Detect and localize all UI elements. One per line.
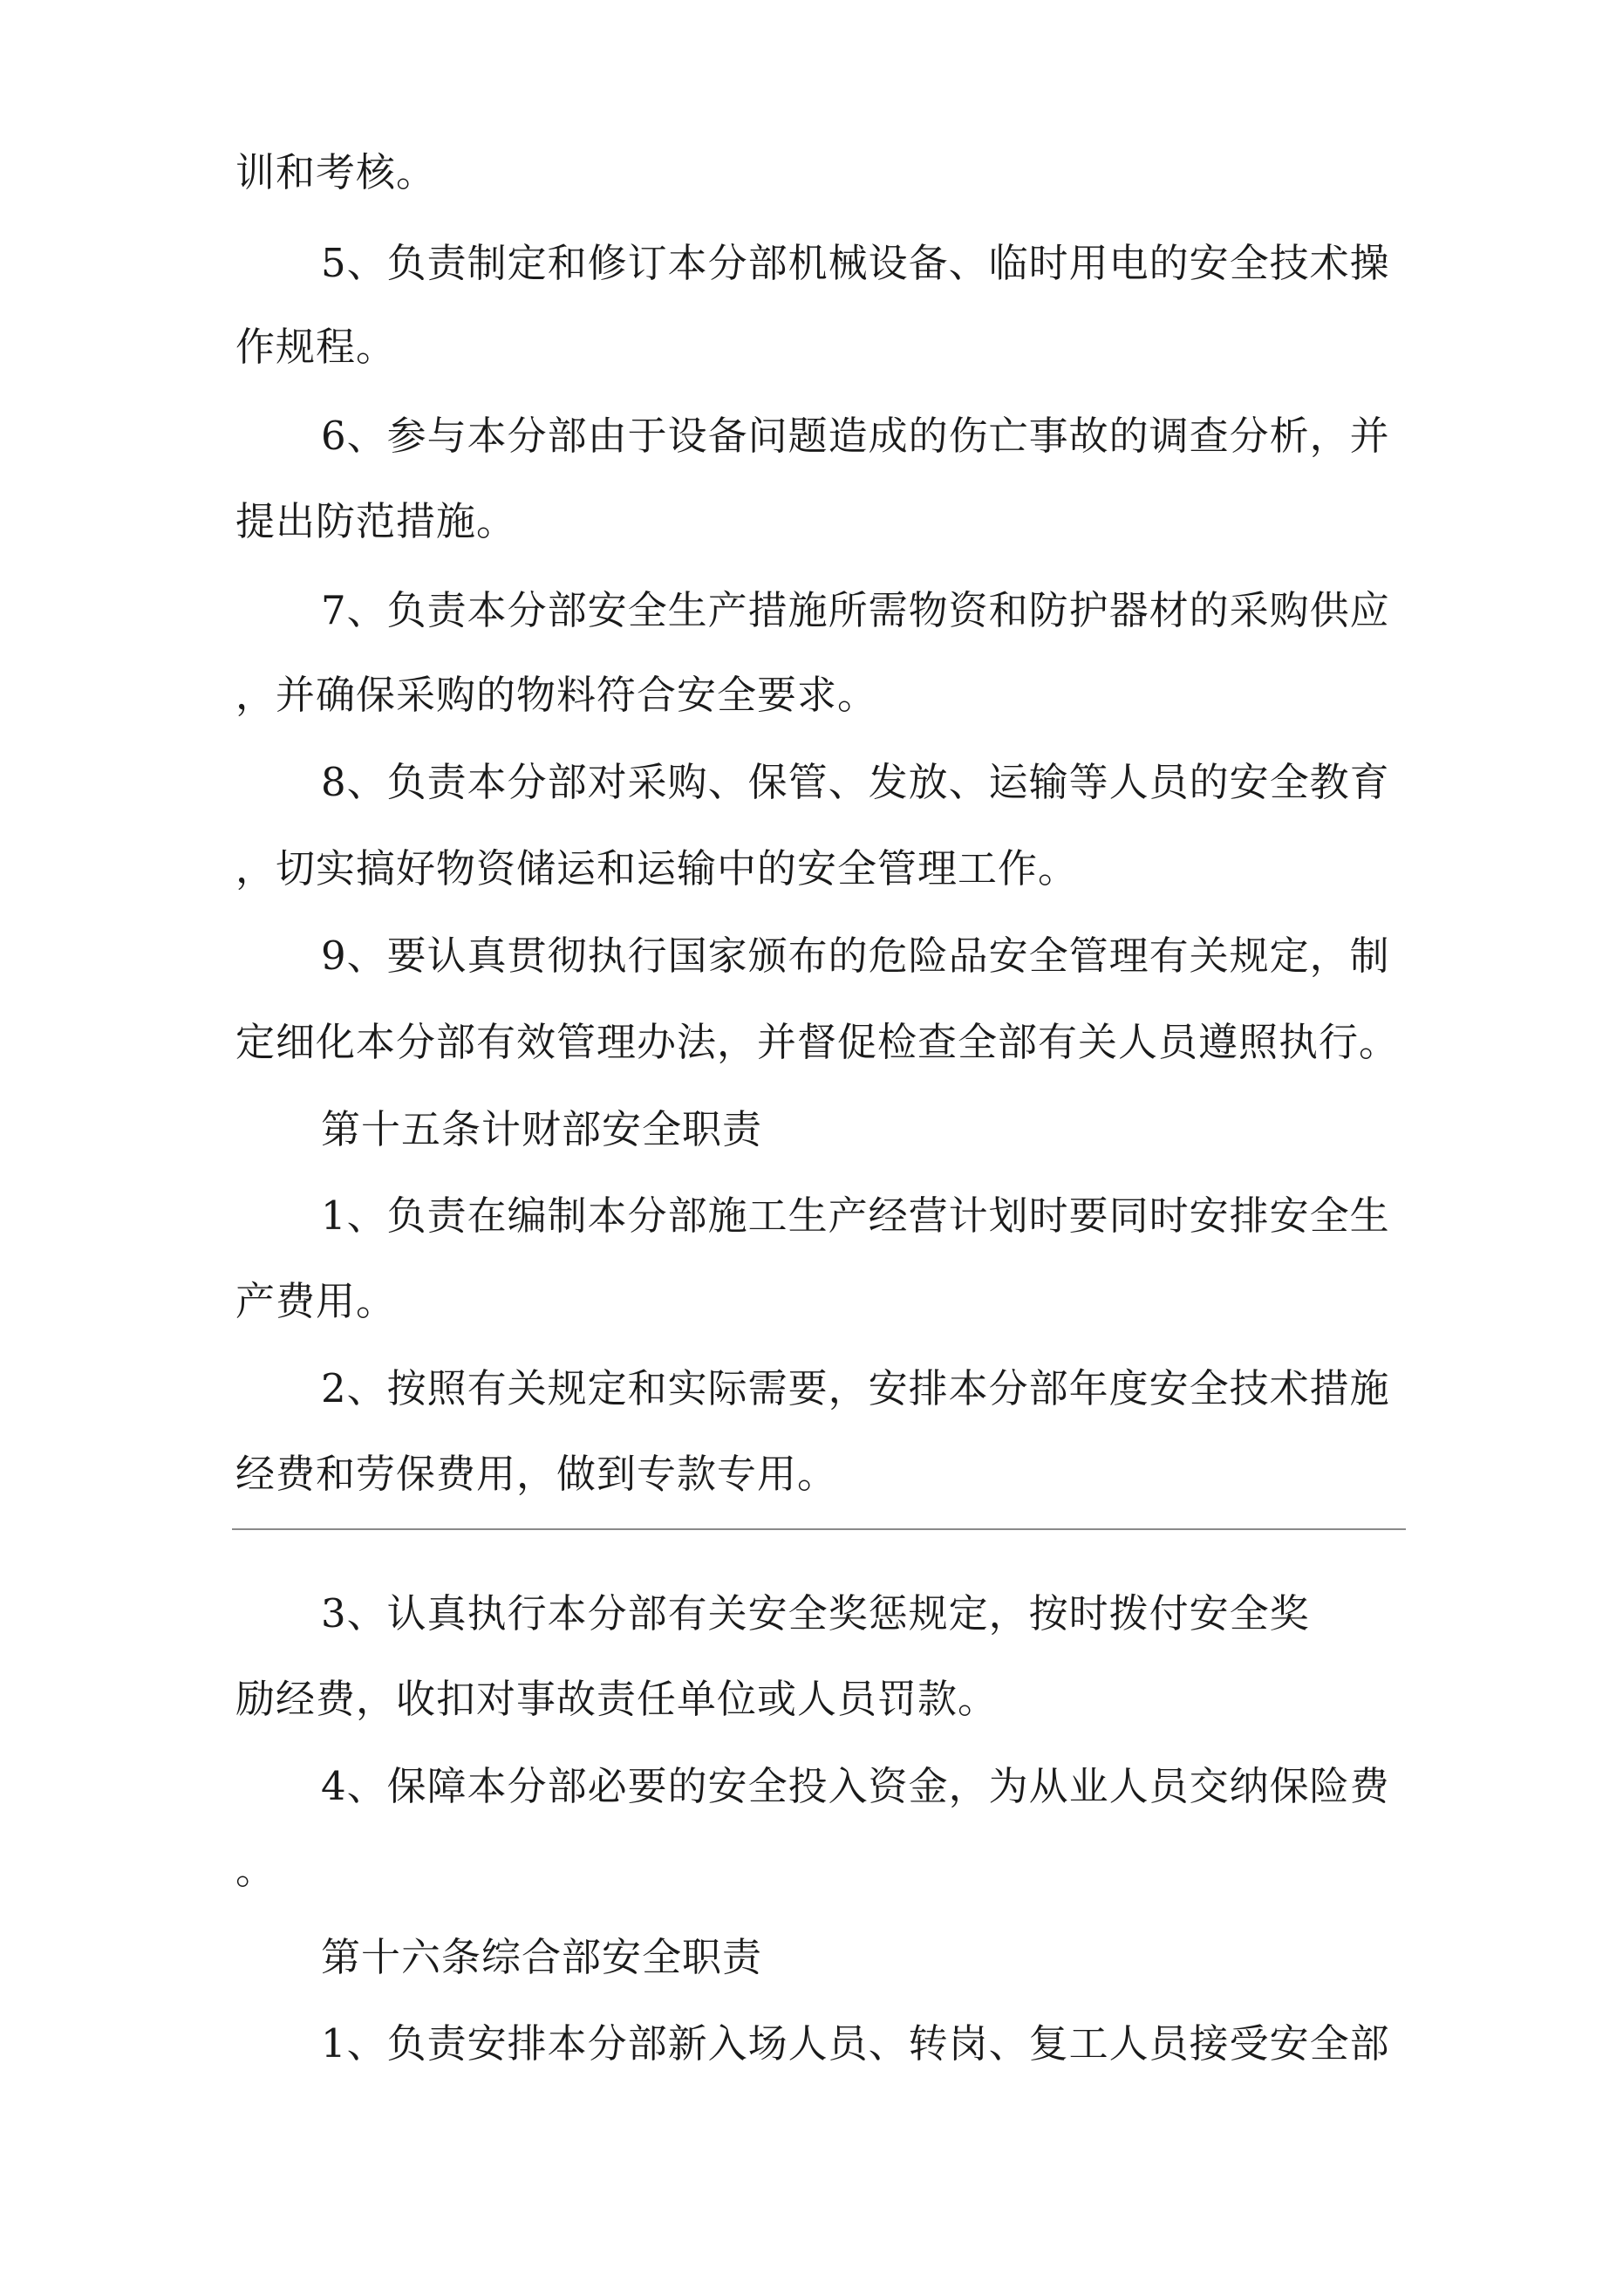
text-line: 定细化本分部有效管理办法，并督促检查全部有关人员遵照执行。 xyxy=(235,1019,1400,1065)
text-line: 1、负责在编制本分部施工生产经营计划时要同时安排安全生 xyxy=(321,1192,1390,1239)
text-line: 1、负责安排本分部新入场人员、转岗、复工人员接受安全部 xyxy=(321,2020,1390,2067)
text-line: 2、按照有关规定和实际需要，安排本分部年度安全技术措施 xyxy=(321,1365,1390,1411)
text-line: 训和考核。 xyxy=(235,149,437,195)
text-line: 7、负责本分部安全生产措施所需物资和防护器材的采购供应 xyxy=(321,587,1390,633)
section-heading: 第十六条综合部安全职责 xyxy=(321,1934,763,1980)
text-line: 4、保障本分部必要的安全投入资金，为从业人员交纳保险费 xyxy=(321,1763,1390,1809)
text-line: 3、认真执行本分部有关安全奖惩规定，按时拨付安全奖 xyxy=(321,1590,1310,1637)
text-line: ，并确保采购的物料符合安全要求。 xyxy=(235,672,878,718)
text-line: 产费用。 xyxy=(235,1278,397,1324)
text-line: 励经费，收扣对事故责任单位或人员罚款。 xyxy=(235,1676,999,1722)
text-line: 。 xyxy=(235,1847,276,1893)
text-line: 作规程。 xyxy=(235,324,397,370)
text-line: 提出防范措施。 xyxy=(235,498,517,544)
page-divider xyxy=(232,1528,1406,1530)
text-line: 6、参与本分部由于设备问题造成的伤亡事故的调查分析，并 xyxy=(321,413,1390,459)
section-heading: 第十五条计财部安全职责 xyxy=(321,1106,763,1152)
text-line: 9、要认真贯彻执行国家颁布的危险品安全管理有关规定，制 xyxy=(321,933,1390,979)
text-line: 8、负责本分部对采购、保管、发放、运输等人员的安全教育 xyxy=(321,759,1390,805)
text-line: 5、负责制定和修订本分部机械设备、临时用电的安全技术操 xyxy=(321,240,1390,286)
text-line: ，切实搞好物资储运和运输中的安全管理工作。 xyxy=(235,845,1079,892)
text-line: 经费和劳保费用，做到专款专用。 xyxy=(235,1451,838,1497)
